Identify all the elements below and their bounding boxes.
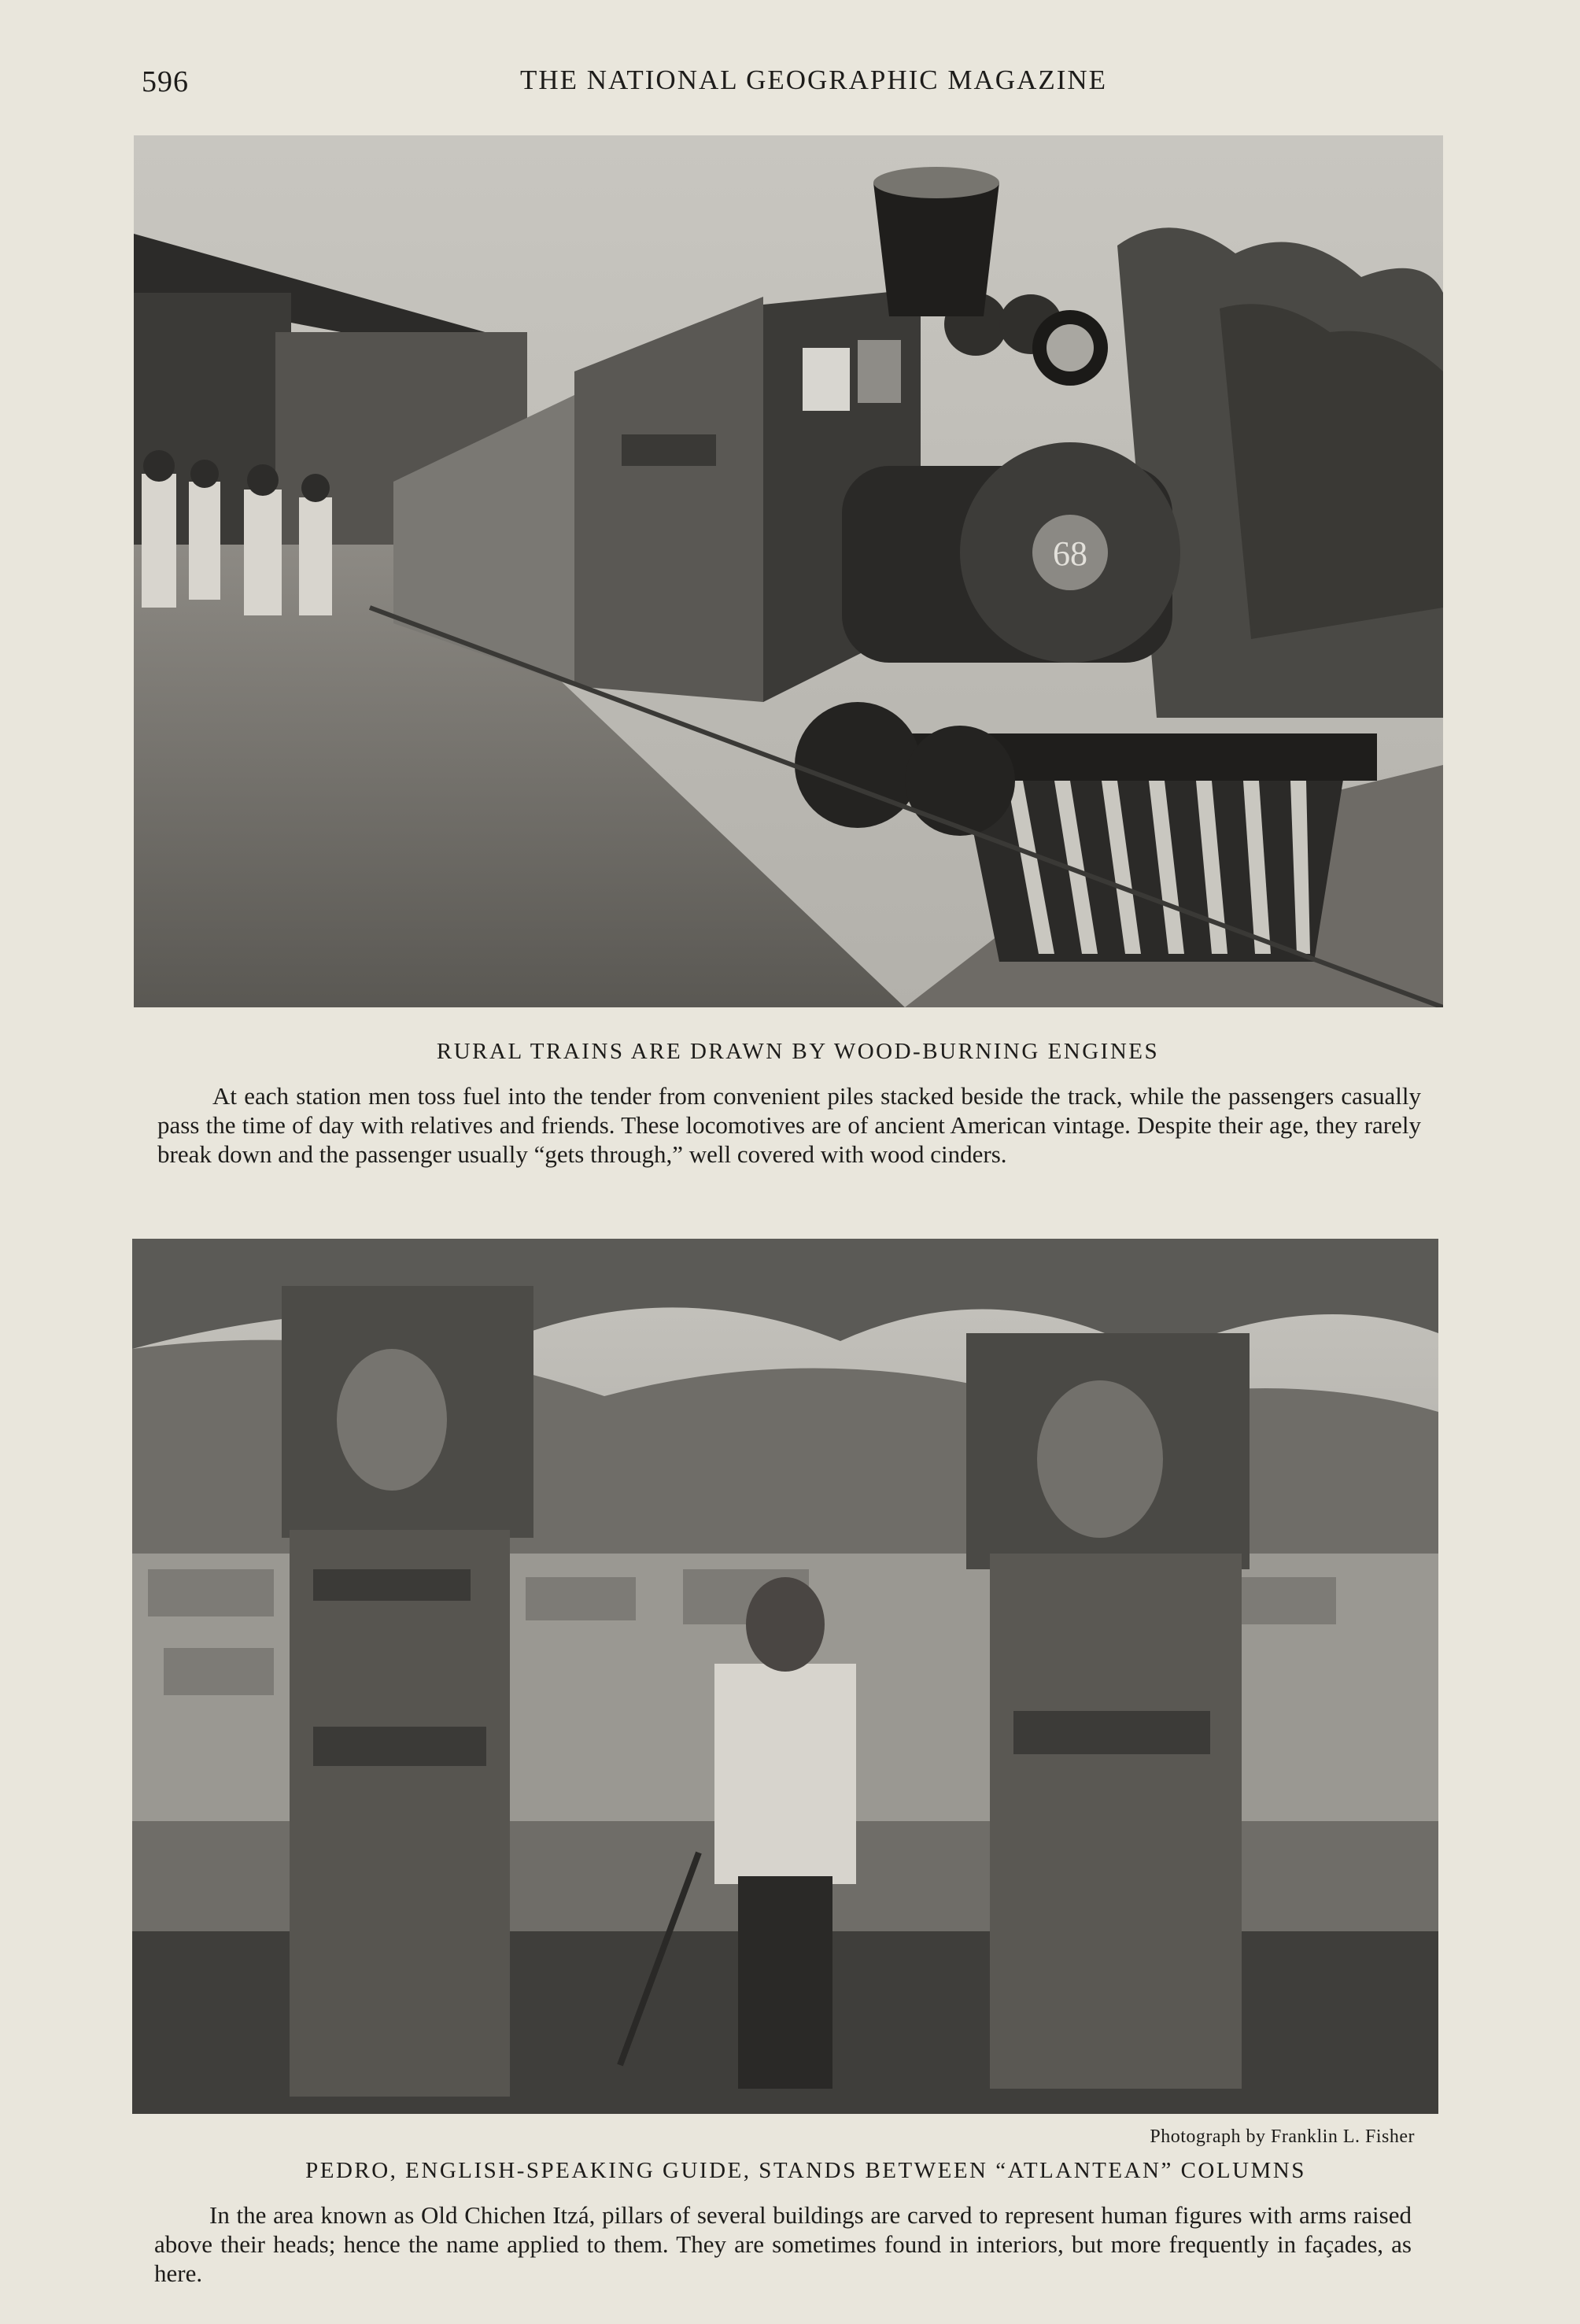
atlantean-columns-photo-illustration (132, 1239, 1438, 2114)
caption-title-1: RURAL TRAINS ARE DRAWN BY WOOD-BURNING ENGINES (436, 1039, 1160, 1064)
running-head: THE NATIONAL GEOGRAPHIC MAGAZINE (519, 65, 1108, 95)
photo-credit: Photograph by Franklin L. Fisher (1150, 2126, 1415, 2147)
locomotive-photo (134, 135, 1443, 1007)
engine-number: 68 (1053, 534, 1087, 573)
page-number: 596 (142, 65, 189, 98)
atlantean-columns-photo (132, 1239, 1438, 2114)
locomotive-photo-illustration (134, 135, 1443, 1007)
caption-title-2: PEDRO, ENGLISH-SPEAKING GUIDE, STANDS BETWEEN “ATLANTEAN” COLUMNS (305, 2158, 1306, 2183)
caption-body-1: At each station men toss fuel into the tender from convenient piles stacked beside the track, while the passengers casually pass the time of day with relatives and friends. These locomotives are of ancient American vintage. Despite their age, they rarely break down and the passenger usually “gets through,” well covered with wood cinders. (157, 1082, 1421, 1168)
caption-body-2: In the area known as Old Chichen Itzá, pillars of several buildings are carved to represent human figures with arms raised above their heads; hence the name applied to them. They are sometimes found in interiors, but more frequently in façades, as here. (154, 2201, 1412, 2287)
